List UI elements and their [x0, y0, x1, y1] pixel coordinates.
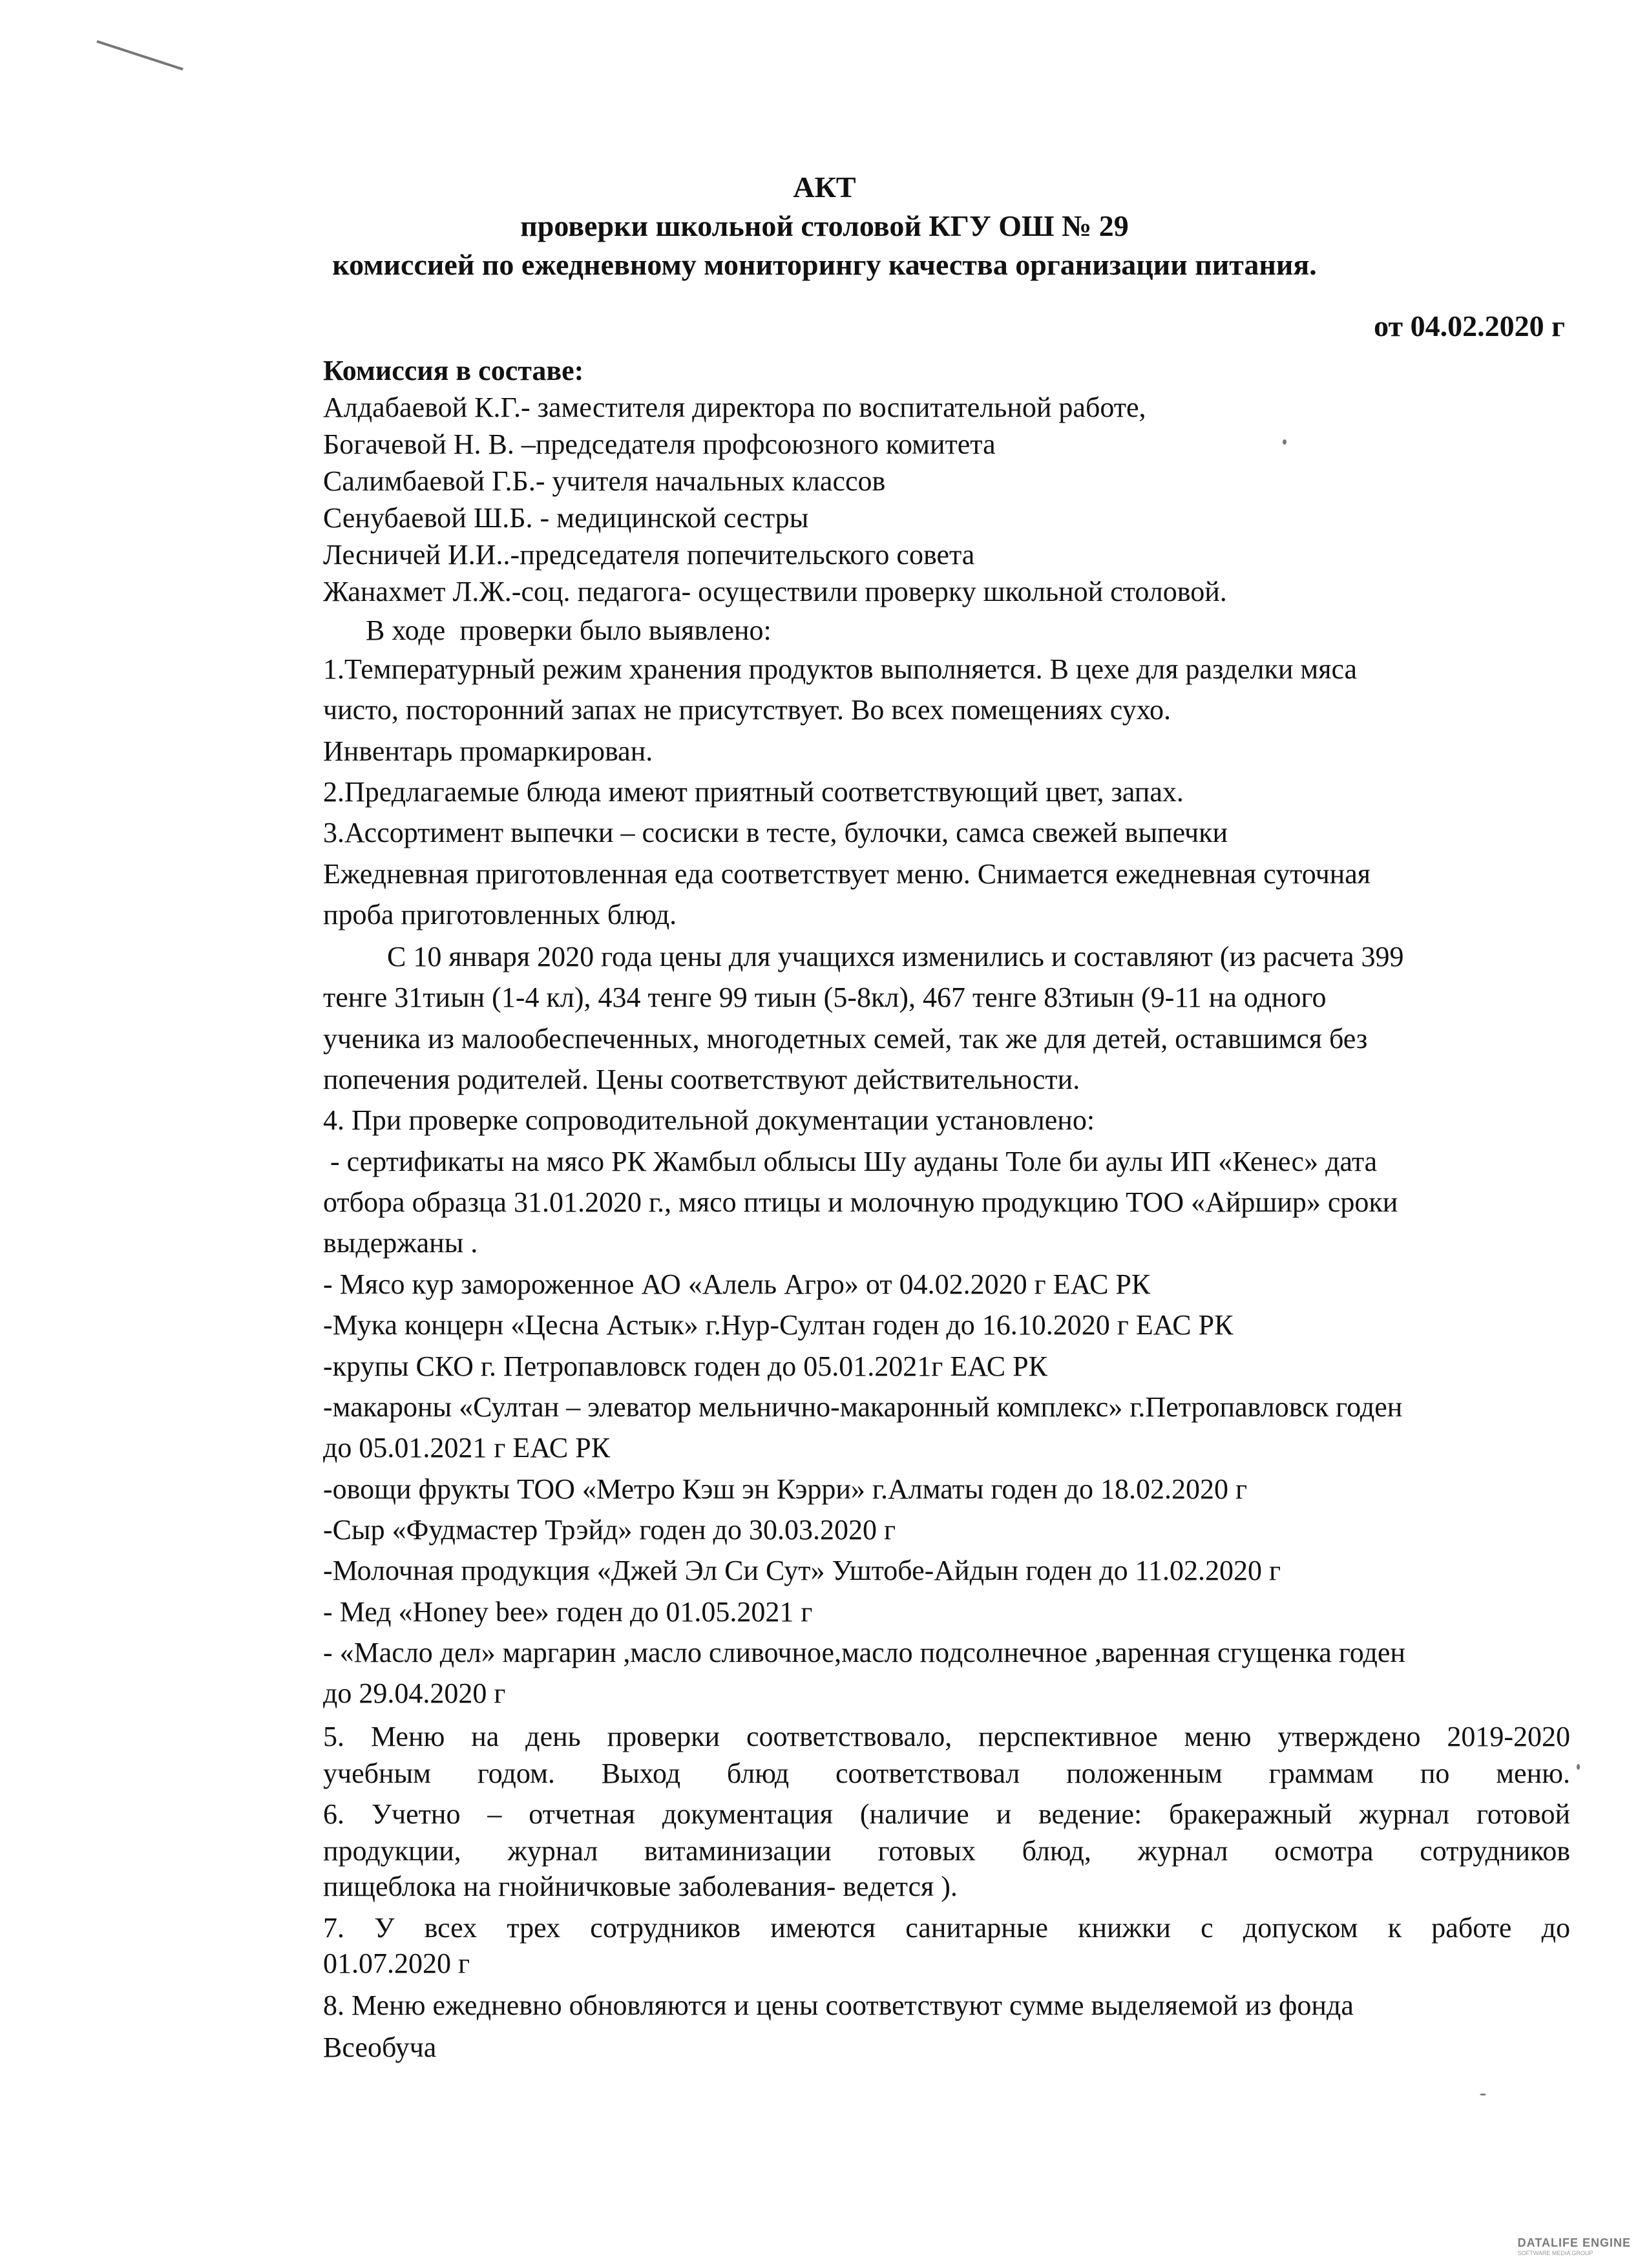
list-item: -овощи фрукты ТОО «Метро Кэш эн Кэрри» г.Алматы годен до 18.02.2020 г	[323, 1473, 1248, 1505]
commission-member: Сенубаевой Ш.Б. - медицинской сестры	[323, 502, 809, 534]
document-subtitle-2: комиссией по ежедневному мониторингу качества организации питания.	[332, 248, 1317, 281]
list-item: -Мука концерн «Цесна Астык» г.Нур-Султан годен до 16.10.2020 г ЕАС РК	[323, 1309, 1234, 1341]
text-line: 4. При проверке сопроводительной документации установлено:	[323, 1104, 1095, 1136]
list-item: -крупы СКО г. Петропавловск годен до 05.01.2021г ЕАС РК	[323, 1350, 1047, 1382]
text-line: 3.Ассортимент выпечки – сосиски в тесте, булочки, самса свежей выпечки	[323, 817, 1228, 848]
text-line: чисто, посторонний запах не присутствует. Во всех помещениях сухо.	[323, 694, 1171, 726]
commission-heading: Комиссия в составе:	[323, 355, 584, 386]
text-line: С 10 января 2020 года цены для учащихся изменились и составляют (из расчета 399	[323, 941, 1404, 972]
paragraph-line: 01.07.2020 г	[323, 1948, 470, 1979]
paragraph-line: продукции, журнал витаминизации готовых блюд, журнал осмотра сотрудников	[323, 1835, 1570, 1867]
commission-member: Алдабаевой К.Г.- заместителя директора по воспитательной работе,	[323, 392, 1146, 423]
scan-artifact-mark	[96, 40, 183, 70]
watermark	[1518, 2236, 1631, 2256]
watermark-brand: DATALIFE ENGINE	[1517, 2236, 1631, 2249]
paragraph-line: пищеблока на гнойничковые заболевания- ведется ).	[323, 1871, 958, 1902]
paragraph-line: 5. Меню на день проверки соответствовало, перспективное меню утверждено 2019-2020	[323, 1721, 1570, 1752]
list-item: - «Масло дел» маргарин ,масло сливочное,масло подсолнечное ,варенная сгущенка годен	[323, 1637, 1405, 1668]
findings-intro: В ходе проверки было выявлено:	[323, 614, 772, 646]
scan-speck	[1577, 1764, 1580, 1770]
text-line: тенге 31тиын (1-4 кл), 434 тенге 99 тиын (5-8кл), 467 тенге 83тиын (9-11 на одного	[323, 982, 1327, 1013]
commission-member: Салимбаевой Г.Б.- учителя начальных классов	[323, 465, 886, 497]
text-line: ученика из малообеспеченных, многодетных семей, так же для детей, оставшимся без	[323, 1023, 1368, 1055]
paragraph-line: 6. Учетно – отчетная документация (наличие и ведение: бракеражный журнал готовой	[323, 1798, 1570, 1830]
list-item: -Молочная продукция «Джей Эл Си Сут» Уштобе-Айдын годен до 11.02.2020 г	[323, 1555, 1281, 1586]
commission-member: Жанахмет Л.Ж.-соц. педагога- осуществили проверку школьной столовой.	[323, 576, 1227, 607]
list-item: -макароны «Султан – элеватор мельнично-макаронный комплекс» г.Петропавловск годен	[323, 1391, 1403, 1423]
text-line: 2.Предлагаемые блюда имеют приятный соответствующий цвет, запах.	[323, 776, 1184, 808]
list-item: до 29.04.2020 г	[323, 1677, 506, 1709]
paragraph-line: 8. Меню ежедневно обновляются и цены соответствуют сумме выделяемой из фонда	[323, 1990, 1354, 2021]
paragraph-line: учебным годом. Выход блюд соответствовал положенным граммам по меню.	[323, 1758, 1570, 1789]
paragraph-line: Всеобуча	[323, 2032, 437, 2063]
watermark-tagline: SOFTWARE MEDIA GROUP	[1517, 2250, 1593, 2256]
list-item: - Мясо кур замороженное АО «Алель Агро» от 04.02.2020 г ЕАС РК	[323, 1268, 1151, 1300]
list-item: -Сыр «Фудмастер Трэйд» годен до 30.03.2020 г	[323, 1514, 896, 1546]
list-item: - Мед «Honey bee» годен до 01.05.2021 г	[323, 1596, 813, 1628]
commission-member: Богачевой Н. В. –председателя профсоюзного комитета	[323, 428, 996, 460]
scan-speck	[1283, 439, 1287, 445]
paragraph-line: 7. У всех трех сотрудников имеются санитарные книжки с допуском к работе до	[323, 1912, 1570, 1944]
text-line: Ежедневная приготовленная еда соответствует меню. Снимается ежедневная суточная	[323, 858, 1371, 890]
commission-member: Лесничей И.И..-председателя попечительского совета	[323, 539, 975, 571]
text-line: - сертификаты на мясо РК Жамбыл облысы Шу ауданы Толе би аулы ИП «Кенес» дата	[323, 1146, 1378, 1177]
list-item: до 05.01.2021 г ЕАС РК	[323, 1432, 611, 1464]
text-line: выдержаны .	[323, 1227, 478, 1259]
scan-speck	[1480, 2094, 1486, 2095]
text-line: отбора образца 31.01.2020 г., мясо птицы и молочную продукцию ТОО «Айршир» сроки	[323, 1186, 1398, 1218]
text-line: попечения родителей. Цены соответствуют действительности.	[323, 1064, 1080, 1095]
text-line: проба приготовленных блюд.	[323, 899, 677, 930]
document-date: от 04.02.2020 г	[1374, 310, 1565, 342]
document-subtitle: проверки школьной столовой КГУ ОШ № 29	[520, 209, 1129, 242]
text-line: 1.Температурный режим хранения продуктов выполняется. В цехе для разделки мяса	[323, 653, 1358, 685]
text-line: Инвентарь промаркирован.	[323, 735, 653, 767]
document-title: АКТ	[793, 171, 856, 204]
